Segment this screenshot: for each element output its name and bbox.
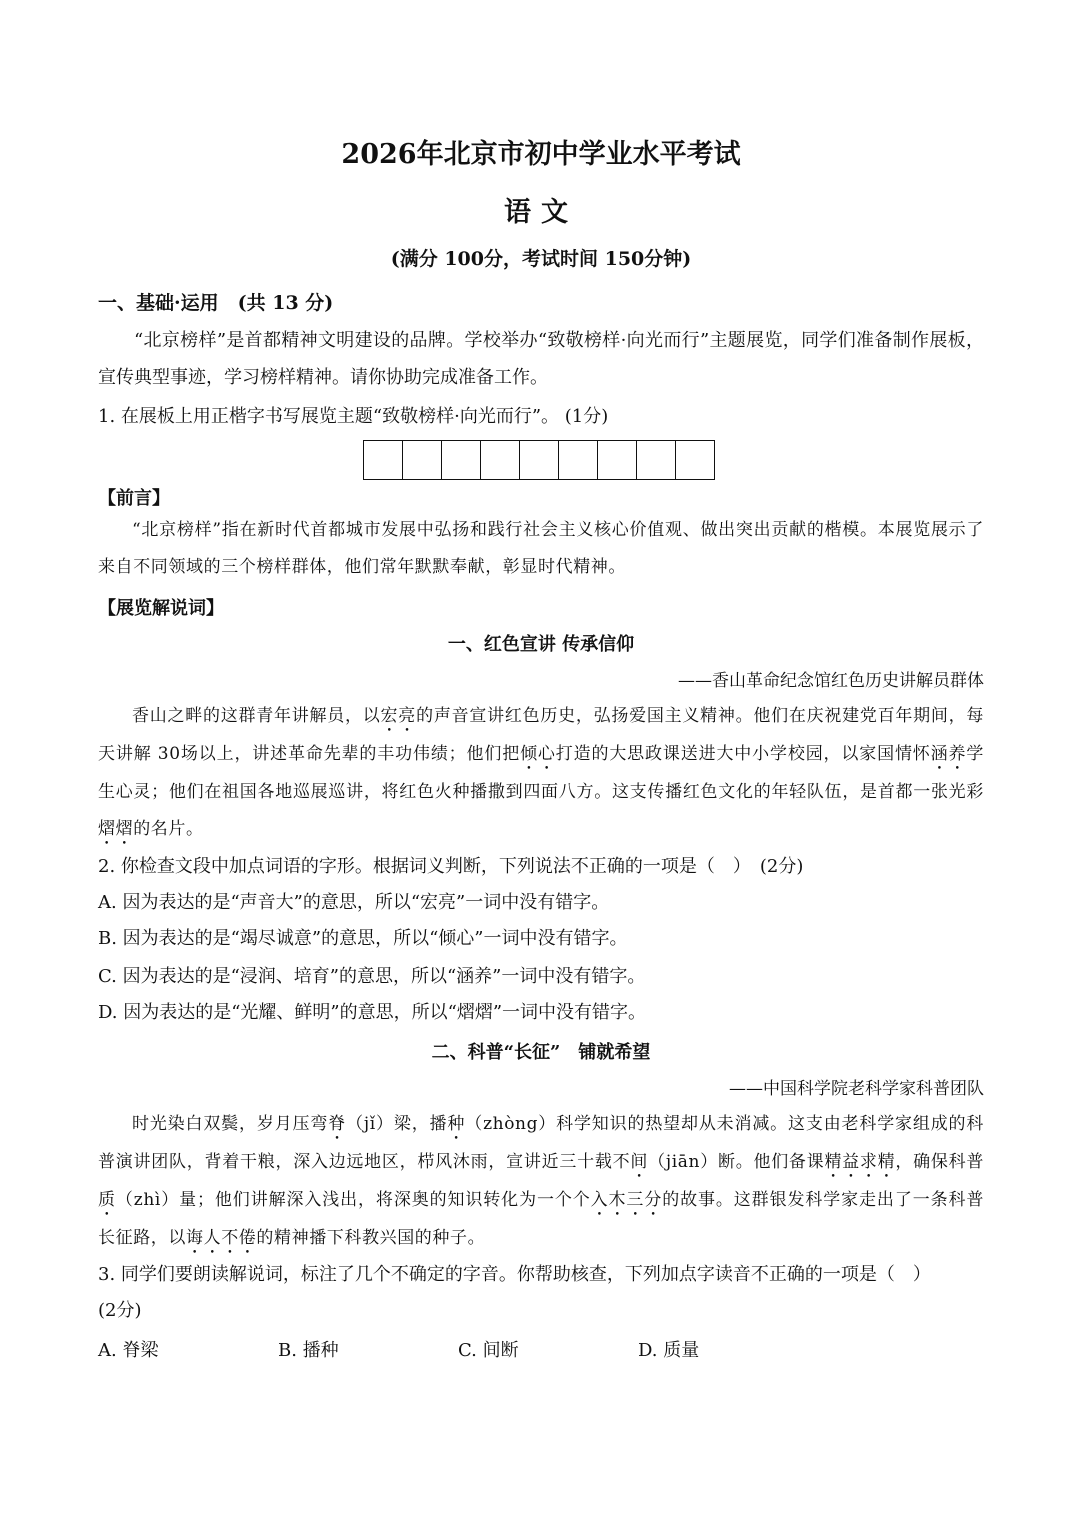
exam-title: 2026年北京市初中学业水平考试 xyxy=(341,139,741,170)
question-3: 3. 同学们要朗读解说词，标注了几个不确定的字音。你帮助核查，下列加点字读音不正确的一项是（ ） xyxy=(98,1264,931,1285)
q3-option-b[interactable]: B. 播种 xyxy=(278,1340,339,1361)
q3-option-c[interactable]: C. 间断 xyxy=(458,1340,519,1361)
grid-cell[interactable] xyxy=(637,441,676,479)
question-1: 1. 在展板上用正楷字书写展览主题“致敬榜样·向光而行”。 (1分) xyxy=(98,406,609,427)
grid-cell[interactable] xyxy=(364,441,403,479)
section-intro: “北京榜样”是首都精神文明建设的品牌。学校举办“致敬榜样·向光而行”主题展览，同学们准备制作展板，宣传典型事迹，学习榜样精神。请你协助完成准备工作。 xyxy=(98,330,984,388)
dotted-char: 间 xyxy=(630,1152,649,1172)
grid-cell[interactable] xyxy=(481,441,520,479)
dotted-word: 诲人不倦 xyxy=(186,1228,257,1248)
dotted-word: 入木三分 xyxy=(590,1190,663,1210)
writing-grid[interactable] xyxy=(363,440,715,480)
exhibit-label: 【展览解说词】 xyxy=(98,598,224,619)
grid-cell[interactable] xyxy=(559,441,598,479)
section-heading: 一、基础·运用 (共 13 分) xyxy=(98,292,334,314)
q3-option-d[interactable]: D. 质量 xyxy=(638,1340,700,1361)
exam-note: (满分 100分，考试时间 150分钟) xyxy=(390,248,692,270)
part1-attribution: ——香山革命纪念馆红色历史讲解员群体 xyxy=(678,671,984,691)
part2-text: 时光染白双鬓，岁月压弯脊（jǐ）梁，播种（zhòng）科学知识的热望却从未消减。这支由老科学家组成的科普演讲团队，背着干粮，深入边远地区，栉风沐雨，宣讲近三十载不间（jiān）断。他们备课精益求精，确保科普质（zhì）量；他们讲解深入浅出，将深奥的知识转化为一个个入木三分的故事。这群银发科学家走出了一条科普长征路，以诲人不倦的精神播下科教兴国的种子。 xyxy=(98,1114,985,1248)
grid-cell[interactable] xyxy=(676,441,714,479)
dotted-word: 宏亮 xyxy=(380,706,417,726)
grid-cell[interactable] xyxy=(520,441,559,479)
dotted-word: 精益求精 xyxy=(824,1152,896,1172)
dotted-char: 质 xyxy=(98,1190,116,1210)
q2-option-c[interactable]: C. 因为表达的是“浸润、培育”的意思，所以“涵养”一词中没有错字。 xyxy=(98,966,646,987)
grid-cell[interactable] xyxy=(598,441,637,479)
dotted-char: 种 xyxy=(447,1114,466,1134)
q3-option-a[interactable]: A. 脊梁 xyxy=(98,1340,159,1361)
grid-cell[interactable] xyxy=(442,441,481,479)
exam-subject: 语文 xyxy=(504,197,578,228)
part1-text: 香山之畔的这群青年讲解员，以宏亮的声音宣讲红色历史，弘扬爱国主义精神。他们在庆祝建党百年期间，每天讲解 30场以上，讲述革命先辈的丰功伟绩；他们把倾心打造的大思政课送进大中小学校园，以家国情怀涵养学生心灵；他们在祖国各地巡展巡讲，将红色火种播撒到四面八方。这支传播红色文化的年轻队伍，是首都一张光彩熠熠的名片。 xyxy=(98,706,985,839)
part2-attribution: ——中国科学院老科学家科普团队 xyxy=(729,1079,984,1099)
q2-option-b[interactable]: B. 因为表达的是“竭尽诚意”的意思，所以“倾心”一词中没有错字。 xyxy=(98,928,628,949)
part2-heading: 二、科普“长征” 铺就希望 xyxy=(431,1042,651,1063)
dotted-char: 脊 xyxy=(328,1114,347,1134)
question-2: 2. 你检查文段中加点词语的字形。根据词义判断，下列说法不正确的一项是（ ） (2分) xyxy=(98,856,804,877)
dotted-word: 熠熠 xyxy=(98,819,134,839)
q2-option-d[interactable]: D. 因为表达的是“光耀、鲜明”的意思，所以“熠熠”一词中没有错字。 xyxy=(98,1002,647,1023)
part1-heading: 一、红色宣讲 传承信仰 xyxy=(447,634,635,655)
dotted-word: 涵养 xyxy=(930,744,967,764)
question-3-points: (2分) xyxy=(98,1300,142,1321)
grid-cell[interactable] xyxy=(403,441,442,479)
q3-options xyxy=(98,1336,984,1362)
preface-text: “北京榜样”指在新时代首都城市发展中弘扬和践行社会主义核心价值观、做出突出贡献的楷模。本展览展示了来自不同领域的三个榜样群体，他们常年默默奉献，彰显时代精神。 xyxy=(98,520,984,577)
dotted-word: 倾心 xyxy=(520,744,556,764)
q2-option-a[interactable]: A. 因为表达的是“声音大”的意思，所以“宏亮”一词中没有错字。 xyxy=(98,892,610,913)
preface-label: 【前言】 xyxy=(98,488,170,509)
